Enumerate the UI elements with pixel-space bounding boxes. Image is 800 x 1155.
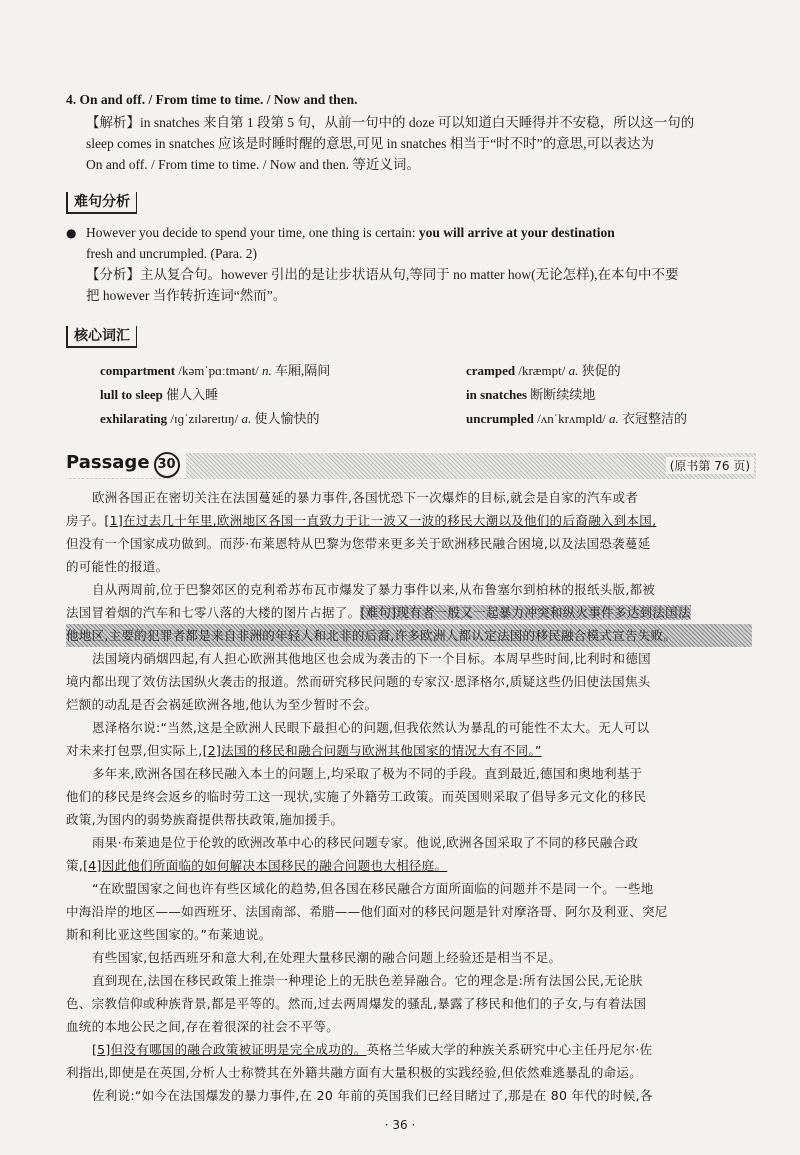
passage-reference: (原书第 76 页)	[666, 457, 754, 474]
vocab-word: compartment	[100, 363, 176, 378]
analysis-line: 【分析】主从复合句。however 引出的是让步状语从句,等同于 no matter how(无论怎样),在本句中不要	[86, 267, 679, 282]
text-span: 法国冒着烟的汽车和七零八落的大楼的图片占据了。	[66, 605, 361, 620]
core-vocab-heading: 核心词汇	[66, 326, 137, 348]
text-line: 但没有一个国家成功做到。而莎·布莱恩特从巴黎为您带来更多关于欧洲移民融合困境,以及法国恐袭蔓延	[66, 536, 651, 551]
translation-paragraph	[66, 578, 752, 647]
vocab-item	[100, 360, 330, 379]
text-line: 烂额的动乱是否会祸延欧洲各地,他认为至少暂时不会。	[66, 697, 378, 712]
sentence-bold-text: you will arrive at your destination	[418, 225, 615, 240]
text-line	[66, 739, 752, 762]
passage-title	[66, 452, 186, 478]
vocab-meaning: 使人愉快的	[251, 411, 320, 426]
translation-paragraph	[66, 647, 752, 716]
underlined-sentence-4: [4]因此他们所面临的如何解决本国移民的融合问题也大相径庭。	[83, 858, 448, 873]
highlighted-difficult-sentence: [难句]现有者一般又一起暴力冲突和纵火事件多达到法国法	[360, 605, 691, 620]
vocab-item	[466, 384, 595, 403]
text-line: 恩泽格尔说:“当然,这是全欧洲人民眼下最担心的问题,但我依然认为暴乱的可能性不太大。无人可以	[92, 720, 650, 735]
text-line: 利指出,即使是在英国,分析人士称赞其在外籍共融方面有大量积极的实践经验,但依然难逃暴乱的命运。	[66, 1065, 643, 1080]
vocab-item	[466, 360, 621, 379]
vocab-meaning: 车厢,隔间	[271, 363, 331, 378]
text-line	[66, 854, 752, 877]
translation-paragraph	[66, 946, 752, 969]
vocab-meaning: 断断续续地	[530, 387, 596, 402]
text-line: 有些国家,包括西班牙和意大利,在处理大量移民潮的融合问题上经验还是相当不足。	[92, 950, 562, 965]
bullet-icon: ●	[66, 226, 77, 240]
q4-analysis-line: 【解析】in snatches 来自第 1 段第 5 句，从前一句中的 doze 可以知道白天睡得并不安稳，所以这一句的	[86, 115, 695, 130]
vocab-phonetic: /kəmˈpɑːtmənt/	[175, 363, 263, 378]
passage-number-badge: 30	[154, 452, 180, 478]
vocab-pos: a.	[241, 411, 252, 426]
vocab-meaning: 狭促的	[578, 363, 621, 378]
text-line: “在欧盟国家之间也许有些区域化的趋势,但各国在移民融合方面所面临的问题并不是同一个。一些地	[92, 881, 654, 896]
text-line: 雨果·布莱迪是位于伦敦的欧洲改革中心的移民问题专家。他说,欧洲各国采取了不同的移民融合政	[92, 835, 639, 850]
text-line	[66, 601, 752, 624]
translation-paragraph	[66, 1038, 752, 1084]
text-line: 法国境内硝烟四起,有人担心欧洲其他地区也会成为袭击的下一个目标。本周早些时间,比利时和德国	[92, 651, 651, 666]
text-line: 的可能性的报道。	[66, 559, 169, 574]
q4-analysis	[86, 112, 750, 175]
vocab-pos: a.	[568, 363, 579, 378]
vocab-word: lull to sleep	[100, 387, 163, 402]
vocab-meaning: 催人入睡	[166, 387, 219, 402]
text-line: 多年来,欧洲各国在移民融入本土的问题上,均采取了极为不同的手段。直到最近,德国和奥地利基于	[92, 766, 643, 781]
vocab-pos: n.	[262, 363, 272, 378]
q4-analysis-line: sleep comes in snatches 应该是时睡时醒的意思,可见 in snatches 相当于“时不时”的意思,可以表达为	[86, 136, 655, 151]
underlined-sentence-2: [2]法国的移民和融合问题与欧洲其他国家的情况大有不同。”	[202, 743, 542, 758]
vocab-item	[466, 408, 687, 427]
passage-title-text: Passage	[66, 452, 150, 473]
page-number: · 36 ·	[384, 1118, 416, 1132]
translation-paragraph	[66, 969, 752, 1038]
highlighted-difficult-sentence: 他地区,主要的犯罪者都是来自非洲的年轻人和北非的后裔,许多欧洲人都认定法国的移民融合模式宣告失败。	[66, 624, 752, 647]
vocab-word: uncrumpled	[466, 411, 534, 426]
vocab-word: cramped	[466, 363, 516, 378]
text-line: 佐利说:“如今在法国爆发的暴力事件,在 20 年前的英国我们已经目睹过了,那是在 80 年代的时候,各	[92, 1088, 653, 1103]
translation-paragraph	[66, 831, 752, 877]
difficult-sentence-heading: 难句分析	[66, 192, 137, 214]
q4-analysis-line: On and off. / From time to time. / Now and then. 等近义词。	[86, 157, 420, 172]
text-line: 中海沿岸的地区——如西班牙、法国南部、希腊——他们面对的移民问题是针对摩洛哥、阿尔及利亚、突尼	[66, 904, 668, 919]
underlined-sentence-5: [5]但没有哪国的融合政策被证明是完全成功的。	[92, 1042, 367, 1057]
text-span: 英格兰华威大学的种族关系研究中心主任丹尼尔·佐	[366, 1042, 653, 1057]
text-line: 自从两周前,位于巴黎郊区的克利希苏布瓦市爆发了暴力事件以来,从布鲁塞尔到柏林的报纸头版,都被	[92, 582, 656, 597]
text-line	[66, 1038, 752, 1061]
vocab-word: exhilarating	[100, 411, 168, 426]
sentence-text: However you decide to spend your time, one thing is certain:	[86, 225, 419, 240]
vocab-phonetic: /kræmpt/	[515, 363, 569, 378]
translation-paragraph	[66, 716, 752, 762]
text-line: 色、宗教信仰或种族背景,都是平等的。然而,过去两周爆发的骚乱,暴露了移民和他们的子女,与有着法国	[66, 996, 647, 1011]
text-line: 血统的本地公民之间,存在着很深的社会不平等。	[66, 1019, 340, 1034]
vocab-item	[100, 384, 218, 403]
answer-line: 4. On and off. / From time to time. / Now and then.	[66, 92, 358, 107]
text-line: 直到现在,法国在移民政策上推崇一种理论上的无肤色差异融合。它的理念是:所有法国公民,无论肤	[92, 973, 643, 988]
vocab-meaning: 衣冠整洁的	[618, 411, 688, 426]
translation-paragraph	[66, 1084, 752, 1107]
text-line: 他们的移民是终会返乡的临时劳工这一现状,实施了外籍劳工政策。而英国则采取了倡导多元文化的移民	[66, 789, 647, 804]
text-line: 境内都出现了效仿法国纵火袭击的报道。然而研究移民问题的专家汉·恩泽格尔,质疑这些仍旧使法国焦头	[66, 674, 651, 689]
sentence-line: fresh and uncrumpled. (Para. 2)	[86, 246, 257, 261]
vocab-pos: a.	[609, 411, 619, 426]
text-line: 斯和利比亚这些国家的。”布莱迪说。	[66, 927, 272, 942]
text-span: 房子。	[66, 513, 105, 528]
vocab-item	[100, 408, 319, 427]
translation-paragraph	[66, 762, 752, 831]
vocab-word: in snatches	[466, 387, 528, 402]
underlined-sentence-1: [1]在过去几十年里,欧洲地区各国一直致力于让一波又一波的移民大潮以及他们的后裔融入到本国,	[104, 513, 657, 528]
translation-paragraph	[66, 877, 752, 946]
analysis-line: 把 however 当作转折连词“然而”。	[86, 288, 287, 303]
text-span: 对未来打包票,但实际上,	[66, 743, 203, 758]
text-line: 政策,为国内的弱势族裔提供帮扶政策,施加援手。	[66, 812, 344, 827]
vocab-phonetic: /ʌnˈkrʌmpld/	[533, 411, 610, 426]
text-line	[66, 509, 752, 532]
vocab-phonetic: /ɪɡˈzɪləreɪtɪŋ/	[167, 411, 242, 426]
text-span: 策,	[66, 858, 84, 873]
sentence-line	[86, 222, 750, 243]
text-line: 欧洲各国正在密切关注在法国蔓延的暴力事件,各国忧恐下一次爆炸的目标,就会是自家的汽车或者	[92, 490, 639, 505]
translation-paragraph	[66, 486, 752, 578]
difficult-sentence	[86, 222, 750, 306]
